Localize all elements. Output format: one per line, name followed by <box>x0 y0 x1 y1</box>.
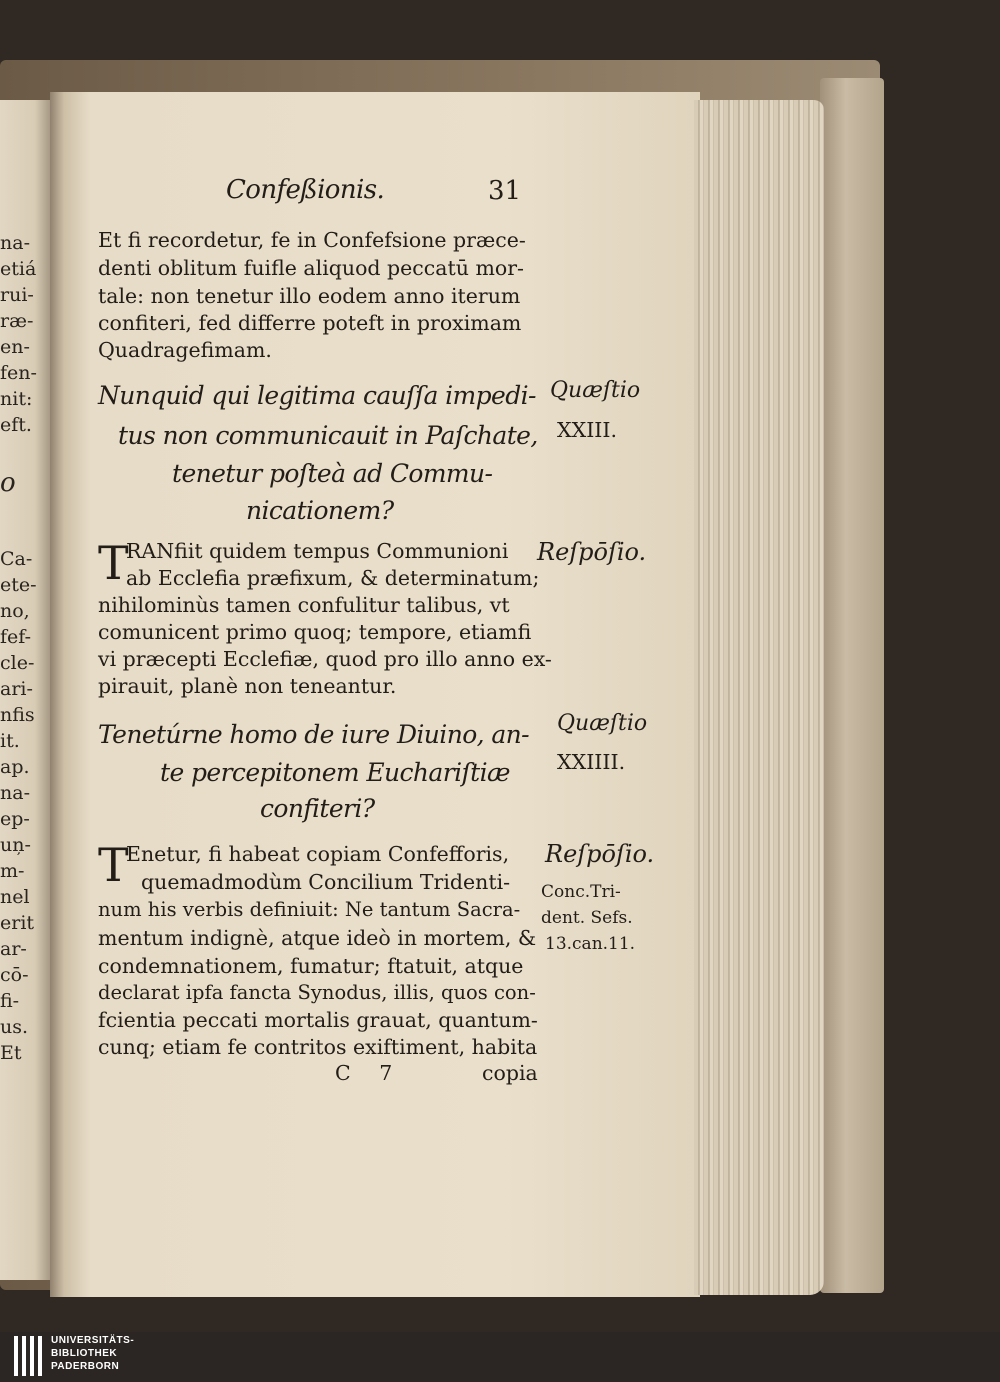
left-fragment: cle- <box>0 652 35 674</box>
margin-quaestio-label: Quæſtio <box>557 711 648 736</box>
margin-note: 13.can.11. <box>545 934 636 954</box>
question-line: nicationem? <box>246 496 394 525</box>
question-line: Nunquid qui legitima cauſſa impedi- <box>98 381 536 410</box>
answer-line: nihilominùs tamen confulitur talibus, vt <box>98 593 510 617</box>
left-fragment: nit: <box>0 388 33 410</box>
drop-capital: T <box>98 838 129 892</box>
page-number: 31 <box>488 176 522 206</box>
margin-quaestio-label: Quæſtio <box>550 378 641 403</box>
question-line: Tenetúrne homo de iure Diuino, an- <box>98 720 529 749</box>
intro-line: tale: non tenetur illo eodem anno iterum <box>98 284 521 308</box>
left-fragment: en- <box>0 336 30 358</box>
left-fragment: it. <box>0 730 20 752</box>
library-logo-line: BIBLIOTHEK <box>51 1348 118 1359</box>
left-page <box>0 100 50 1280</box>
answer-line: fcientia peccati mortalis grauat, quantum- <box>98 1008 538 1032</box>
answer-line: condemnationem, fumatur; ftatuit, atque <box>98 954 524 978</box>
left-fragment: Ca- <box>0 548 33 570</box>
left-fragment: no, <box>0 600 30 622</box>
signature-mark: C 7 <box>335 1061 393 1085</box>
library-logo-line: PADERBORN <box>51 1361 120 1372</box>
left-fragment: m- <box>0 860 25 882</box>
margin-note: Conc.Tri- <box>541 882 621 902</box>
answer-line: comunicent primo quoq; tempore, etiamfi <box>98 620 532 644</box>
left-fragment: o <box>0 468 16 498</box>
running-title: Confeßionis. <box>226 175 385 205</box>
library-footer <box>0 1332 1000 1382</box>
answer-line: declarat ipfa fancta Synodus, illis, quos con- <box>98 981 536 1004</box>
left-fragment: fen- <box>0 362 37 384</box>
cover-edge <box>820 78 884 1293</box>
answer-line: quemadmodùm Concilium Tridenti- <box>141 870 511 894</box>
margin-quaestio-number: XXIII. <box>557 418 617 442</box>
left-fragment: ari- <box>0 678 33 700</box>
question-line: tenetur poſteà ad Commu- <box>172 459 493 488</box>
question-line: tus non communicauit in Paſchate, <box>118 421 538 450</box>
intro-line: confiteri, fed differre poteft in proximam <box>98 311 522 335</box>
intro-line: Et fi recordetur, fe in Confefsione præce- <box>98 228 526 252</box>
left-fragment: ep- <box>0 808 30 830</box>
answer-line: ab Ecclefia præfixum, & determinatum; <box>126 566 540 590</box>
left-fragment: cō- <box>0 964 29 986</box>
question-line: te percepitonem Euchariſtiæ <box>160 758 510 787</box>
left-fragment: ræ- <box>0 310 34 332</box>
left-fragment: eft. <box>0 414 32 436</box>
left-fragment: rui- <box>0 284 34 306</box>
library-logo-icon <box>14 1336 42 1376</box>
left-fragment: na- <box>0 782 30 804</box>
left-fragment: Et <box>0 1042 22 1064</box>
left-fragment: erit <box>0 912 35 934</box>
left-fragment: fi- <box>0 990 20 1012</box>
left-fragment: etiá <box>0 258 37 280</box>
left-fragment: nel <box>0 886 30 908</box>
margin-responsio-label: Reſpōſio. <box>537 538 647 566</box>
margin-quaestio-number: XXIIII. <box>557 750 626 774</box>
intro-line: denti oblitum fuifle aliquod peccatū mor- <box>98 256 524 280</box>
left-fragment: fef- <box>0 626 32 648</box>
left-fragment: ar- <box>0 938 27 960</box>
question-line: confiteri? <box>260 794 375 823</box>
library-logo-line: UNIVERSITÄTS- <box>51 1335 135 1346</box>
answer-line: mentum indignè, atque ideò in mortem, & <box>98 926 537 950</box>
answer-line: RANfiit quidem tempus Communioni <box>126 539 509 563</box>
answer-line: vi præcepti Ecclefiæ, quod pro illo anno ex- <box>98 647 552 671</box>
answer-line: cunq; etiam fe contritos exiftiment, habita <box>98 1035 538 1059</box>
drop-capital: T <box>98 536 129 590</box>
left-fragment: uņ- <box>0 834 31 856</box>
left-fragment: us. <box>0 1016 29 1038</box>
answer-line: Enetur, fi habeat copiam Confefforis, <box>126 842 510 866</box>
page-fore-edge <box>694 100 824 1295</box>
answer-line: pirauit, planè non teneantur. <box>98 674 397 698</box>
catchword: copia <box>482 1061 538 1085</box>
margin-responsio-label: Reſpōſio. <box>545 840 655 868</box>
left-fragment: ete- <box>0 574 37 596</box>
left-fragment: na- <box>0 232 30 254</box>
margin-note: dent. Sefs. <box>541 908 633 928</box>
left-fragment: nfis <box>0 704 35 726</box>
answer-line: num his verbis definiuit: Ne tantum Sacra- <box>98 898 521 921</box>
left-fragment: ap. <box>0 756 30 778</box>
intro-line: Quadragefimam. <box>98 338 272 362</box>
